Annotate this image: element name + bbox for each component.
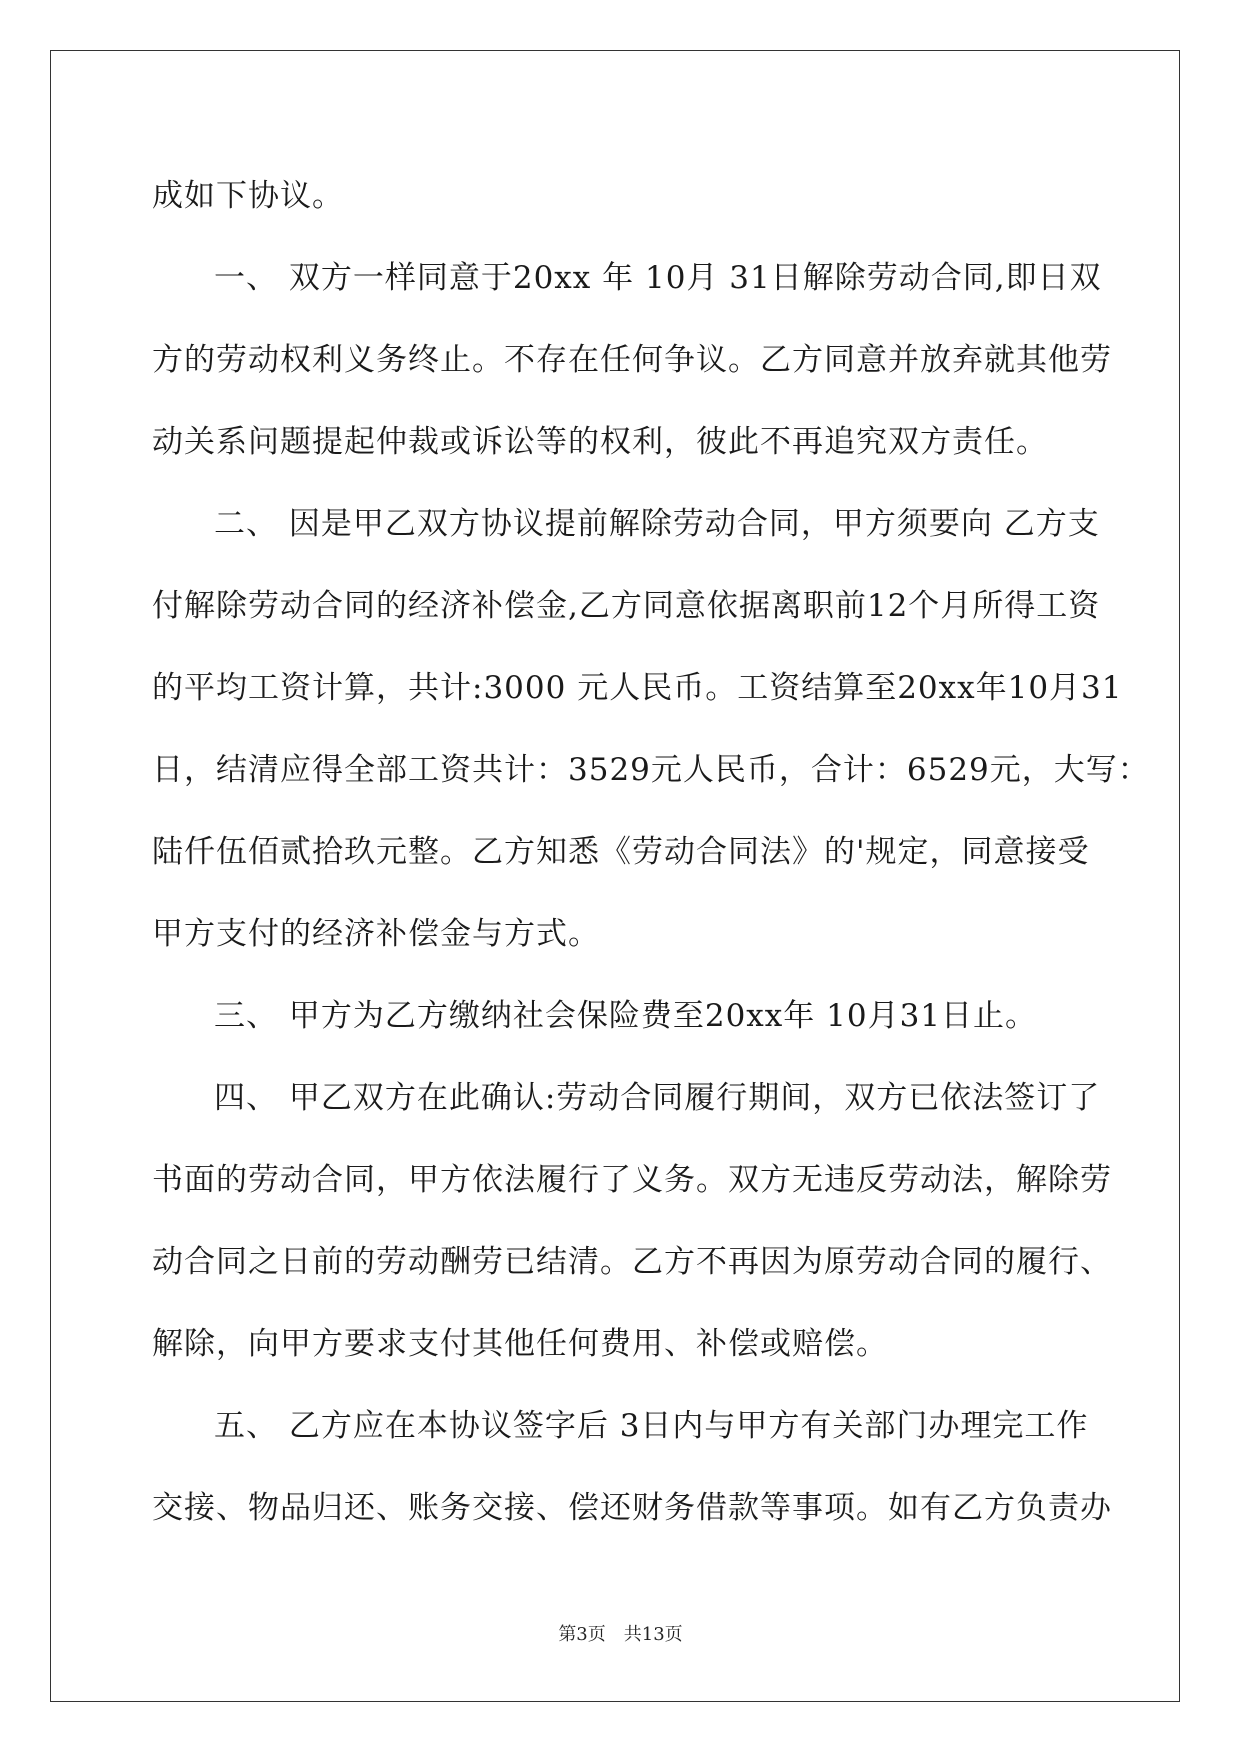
current-page-label: 第3页 [558, 1624, 606, 1645]
text-line: 交接、物品归还、账务交接、偿还财务借款等事项。如有乙方负责办 [152, 1490, 1112, 1526]
text-line: 方的劳动权利义务终止。不存在任何争议。乙方同意并放弃就其他劳 [152, 342, 1112, 378]
text-line: 解除，向甲方要求支付其他任何费用、补偿或赔偿。 [152, 1326, 888, 1362]
text-line: 五、 乙方应在本协议签字后 3日内与甲方有关部门办理完工作 [214, 1408, 1089, 1444]
text-line: 动关系问题提起仲裁或诉讼等的权利，彼此不再追究双方责任。 [152, 424, 1048, 460]
text-line: 四、 甲乙双方在此确认:劳动合同履行期间，双方已依法签订了 [214, 1080, 1101, 1116]
text-line: 陆仟伍佰贰拾玖元整。乙方知悉《劳动合同法》的'规定，同意接受 [152, 834, 1090, 870]
text-line: 日，结清应得全部工资共计：3529元人民币，合计：6529元，大写： [152, 752, 1150, 788]
text-line: 动合同之日前的劳动酬劳已结清。乙方不再因为原劳动合同的履行、 [152, 1244, 1112, 1280]
total-pages-label: 共13页 [623, 1624, 683, 1645]
text-line: 成如下协议。 [152, 178, 344, 214]
text-line: 二、 因是甲乙双方协议提前解除劳动合同，甲方须要向 乙方支 [214, 506, 1100, 542]
text-line: 付解除劳动合同的经济补偿金,乙方同意依据离职前12个月所得工资 [152, 588, 1101, 624]
text-line: 甲方支付的经济补偿金与方式。 [152, 916, 600, 952]
text-line: 一、 双方一样同意于20xx 年 10月 31日解除劳动合同,即日双 [214, 260, 1102, 296]
text-line: 三、 甲方为乙方缴纳社会保险费至20xx年 10月31日止。 [214, 998, 1038, 1034]
text-line: 书面的劳动合同，甲方依法履行了义务。双方无违反劳动法，解除劳 [152, 1162, 1112, 1198]
text-line: 的平均工资计算，共计:3000 元人民币。工资结算至20xx年10月31 [152, 670, 1123, 706]
page-footer [0, 1620, 1241, 1646]
document-body [152, 155, 1150, 1549]
